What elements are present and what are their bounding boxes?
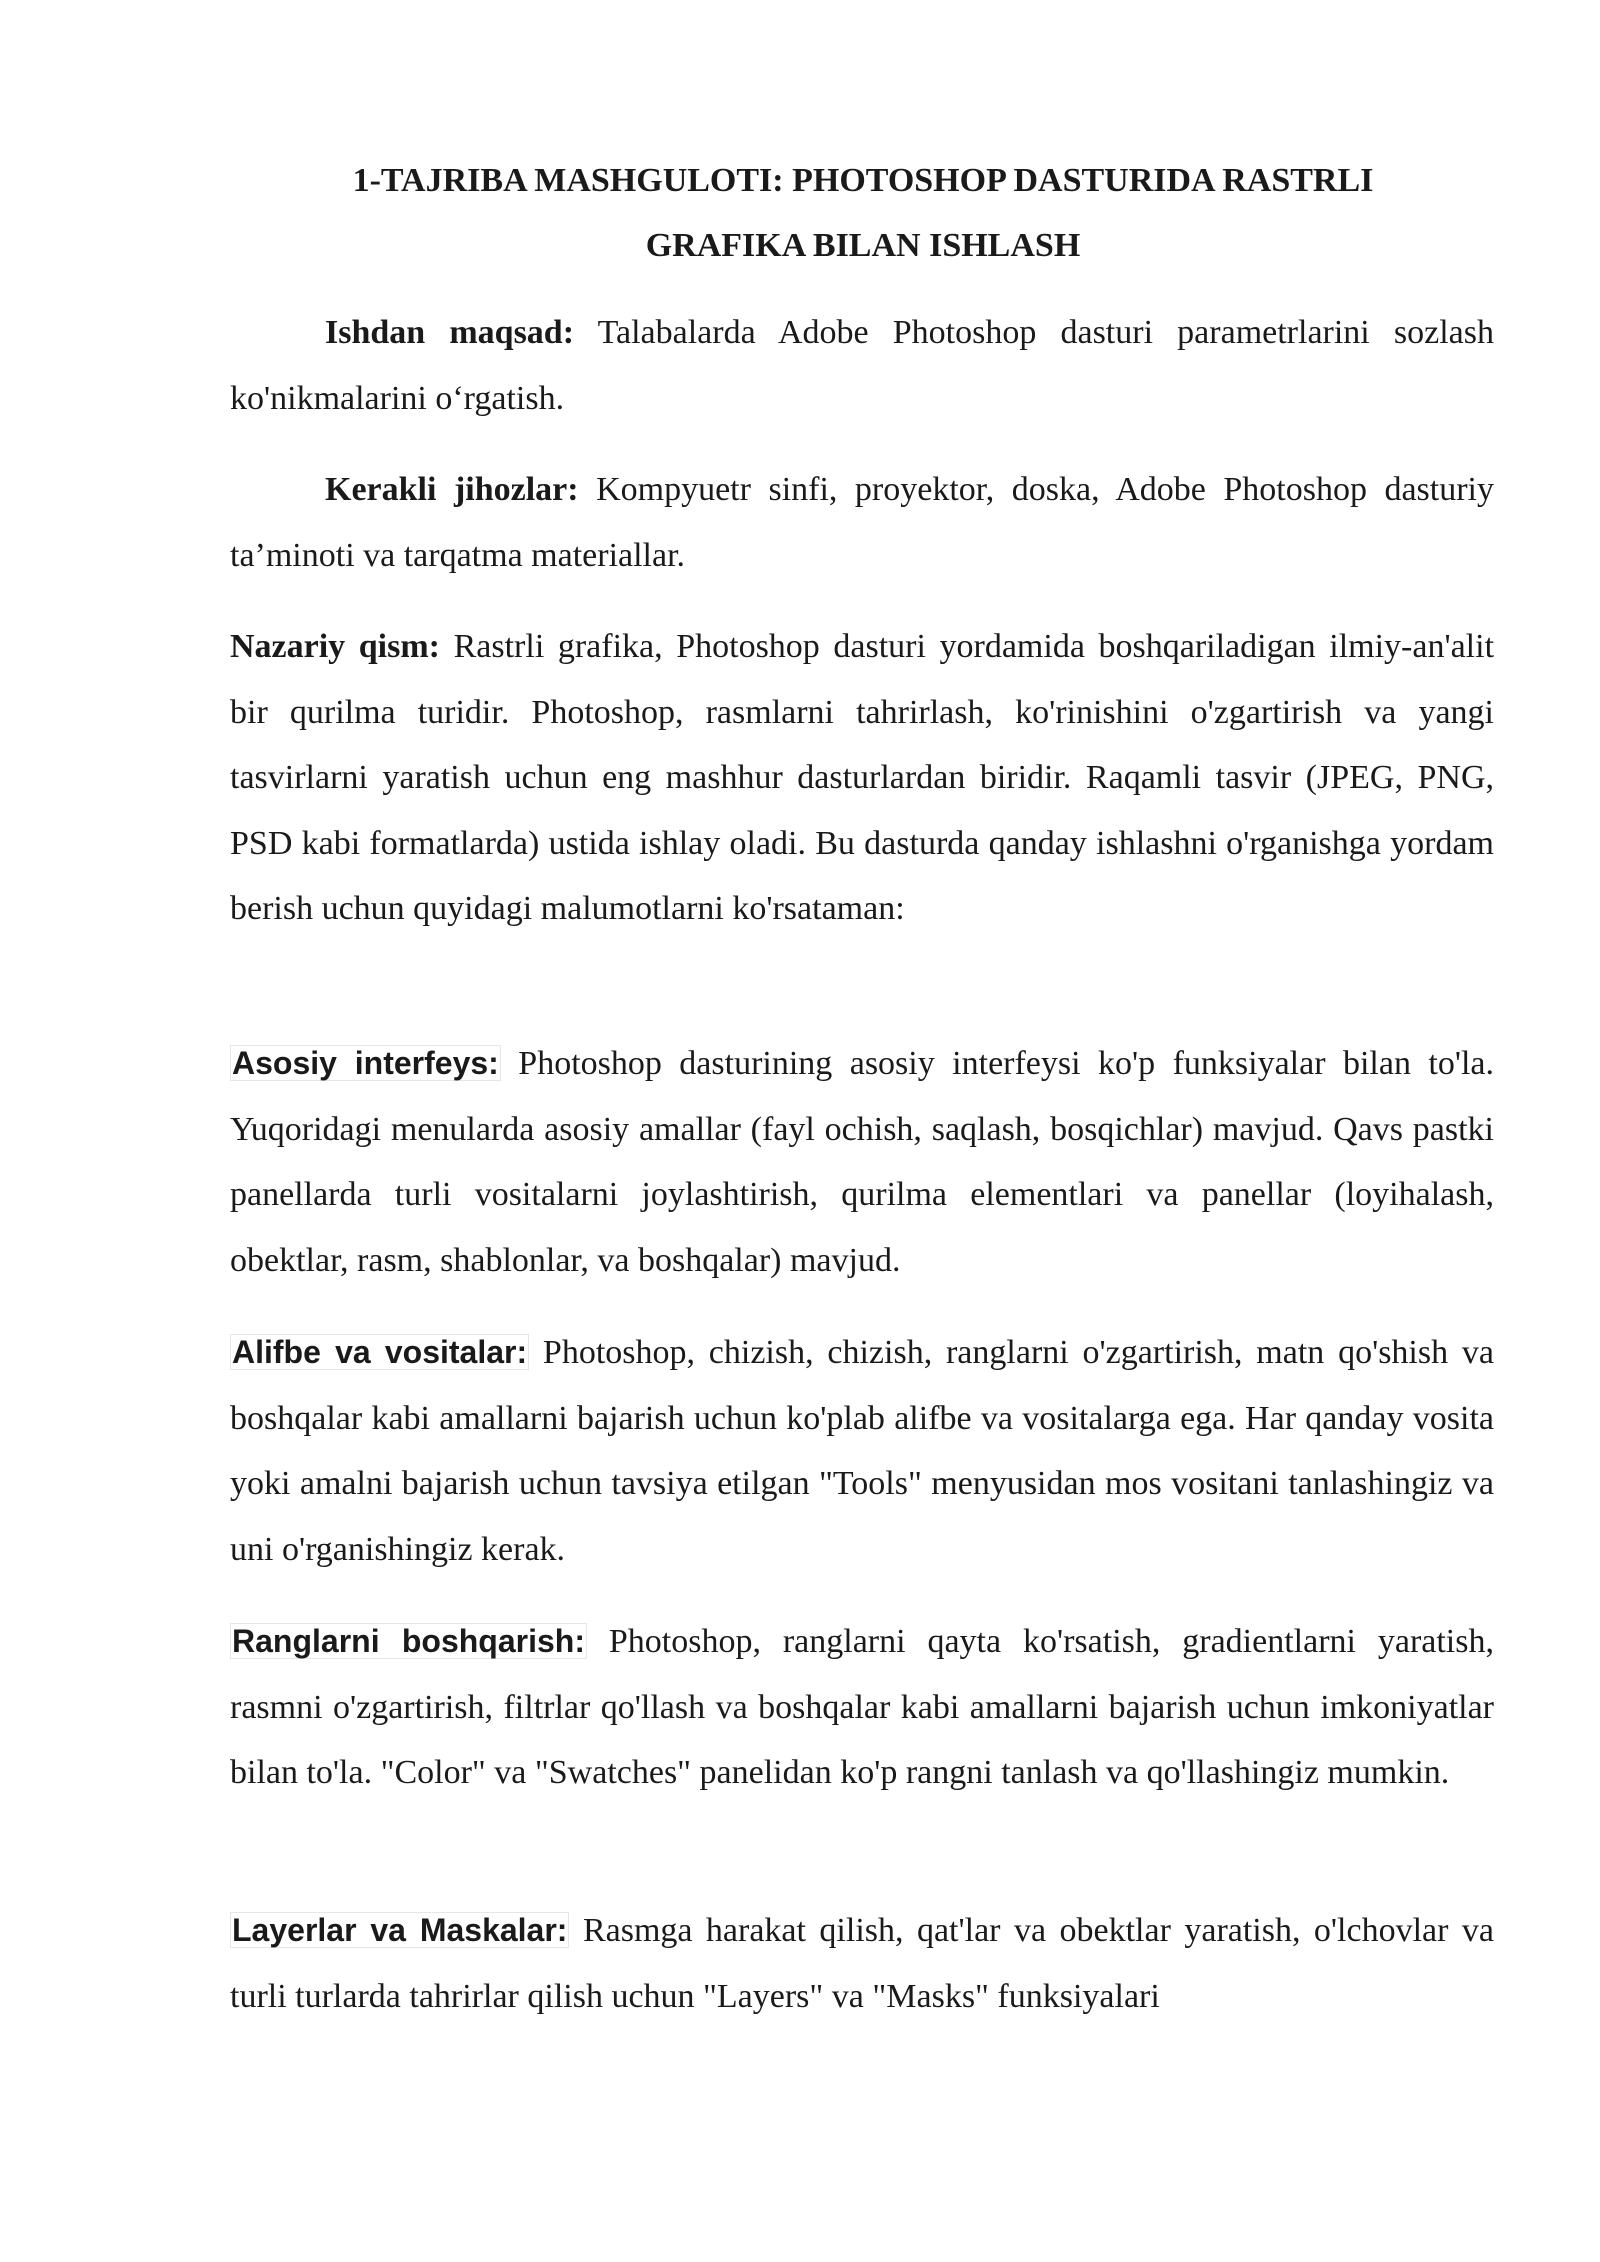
paragraph-alifbe-va-vositalar	[230, 1320, 1494, 1582]
paragraph-lead: Ishdan maqsad:	[325, 314, 575, 351]
paragraph-text: Rasmga harakat qilish, qat'lar va obektlar yaratish, o'lchovlar va turli turlarda tahrirlar qilish uchun "Layers" va "Masks" funksiyalari	[230, 1912, 1495, 2015]
paragraph-text: Rastrli grafika, Photoshop dasturi yordamida boshqariladigan ilmiy-an'alit bir qurilma turidir. Photoshop, rasmlarni tahrirlash, ko'rinishini o'zgartirish va yangi tasvirlarni yaratish uchun eng mashhur dasturlardan biridir. Raqamli tasvir (JPEG, PNG, PSD kabi formatlarda) ustida ishlay oladi. Bu dasturda qanday ishlashni o'rganishga yordam berish uchun quyidagi malumotlarni ko'rsataman:	[230, 628, 1495, 927]
paragraph-ranglarni-boshqarish	[230, 1609, 1494, 1806]
paragraph-lead: Ranglarni boshqarish:	[232, 1623, 585, 1659]
paragraph-lead: Nazariy qism:	[230, 628, 441, 665]
paragraph-text: Photoshop dasturining asosiy interfeysi ko'p funksiyalar bilan to'la. Yuqoridagi menularda asosiy amallar (fayl ochish, saqlash, bosqichlar) mavjud. Qavs pastki panellarda turli vositalarni joylashtirish, qurilma elementlari va panellar (loyihalash, obektlar, rasm, shablonlar, va boshqalar) mavjud.	[230, 1045, 1495, 1279]
title-line-1: 1-TAJRIBA MASHGULOTI: PHOTOSHOP DASTURIDA RASTRLI	[352, 162, 1374, 199]
paragraph-lead: Alifbe va vositalar:	[232, 1334, 528, 1370]
paragraph-lead: Kerakli jihozlar:	[325, 471, 579, 508]
paragraph-text: Talabalarda Adobe Photoshop dasturi parametrlarini sozlash ko'nikmalarini o‘rgatish.	[230, 314, 1494, 417]
paragraph-asosiy-interfeys	[230, 1031, 1494, 1293]
paragraph-text: Photoshop, ranglarni qayta ko'rsatish, gradientlarni yaratish, rasmni o'zgartirish, filtrlar qo'llash va boshqalar kabi amallarni bajarish uchun imkoniyatlar bilan to'la. "Color" va "Swatches" panelidan ko'p rangni tanlash va qo'llashingiz mumkin.	[230, 1623, 1494, 1791]
paragraph-text: Photoshop, chizish, chizish, ranglarni o'zgartirish, matn qo'shish va boshqalar kabi amallarni bajarish uchun ko'plab alifbe va vositalarga ega. Har qanday vosita yoki amalni bajarish uchun tavsiya etilgan "Tools" menyusidan mos vositani tanlashingiz va uni o'rganishingiz kerak.	[230, 1334, 1494, 1568]
paragraph-layerlar-va-maskalar	[230, 1898, 1494, 2029]
paragraph-lead: Layerlar va Maskalar:	[232, 1912, 568, 1948]
document-title	[230, 148, 1496, 278]
title-line-2: GRAFIKA BILAN ISHLASH	[645, 227, 1081, 264]
paragraph-nazariy-qism	[230, 614, 1494, 942]
paragraph-lead: Asosiy interfeys:	[232, 1045, 499, 1081]
paragraph-text: Kompyuetr sinfi, proyektor, doska, Adobe Photoshop dasturiy ta’minoti va tarqatma materiallar.	[230, 471, 1495, 574]
paragraph-kerakli-jihozlar	[230, 457, 1494, 588]
paragraph-ishdan-maqsad	[230, 300, 1494, 431]
